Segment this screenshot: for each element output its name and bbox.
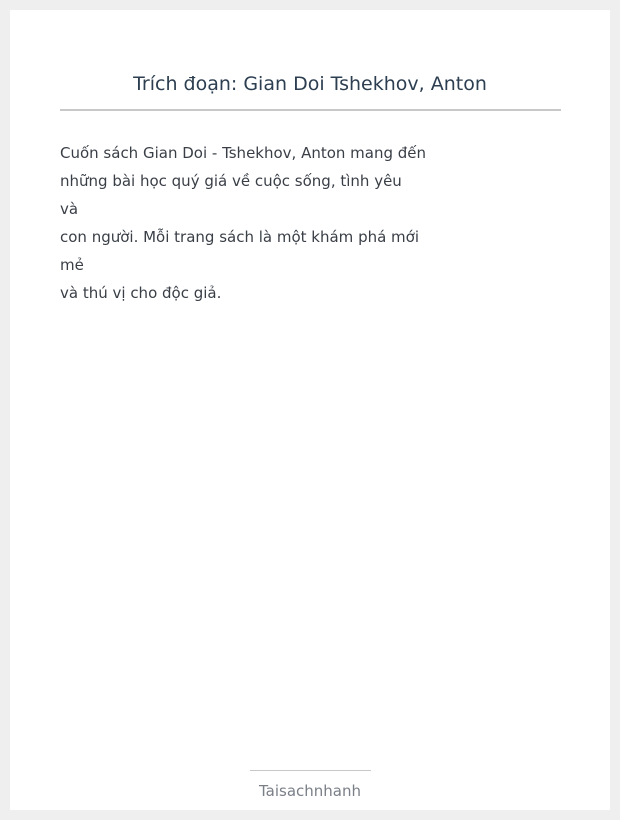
excerpt-line: những bài học quý giá về cuộc sống, tình yêu (60, 172, 402, 190)
footer-brand: Taisachnhanh (258, 782, 362, 800)
excerpt-paragraph (60, 139, 427, 307)
footer-divider (250, 770, 371, 771)
excerpt-line: con người. Mỗi trang sách là một khám phá mới (60, 228, 420, 246)
excerpt-line: mẻ (60, 256, 84, 274)
excerpt-line: Cuốn sách Gian Doi - Tshekhov, Anton mang đến (60, 144, 427, 162)
excerpt-line: và thú vị cho độc giả. (60, 284, 222, 302)
title-divider (60, 109, 561, 111)
page-title: Trích đoạn: Gian Doi Tshekhov, Anton (133, 73, 487, 95)
excerpt-line: và (60, 200, 79, 218)
document-page (10, 10, 610, 810)
